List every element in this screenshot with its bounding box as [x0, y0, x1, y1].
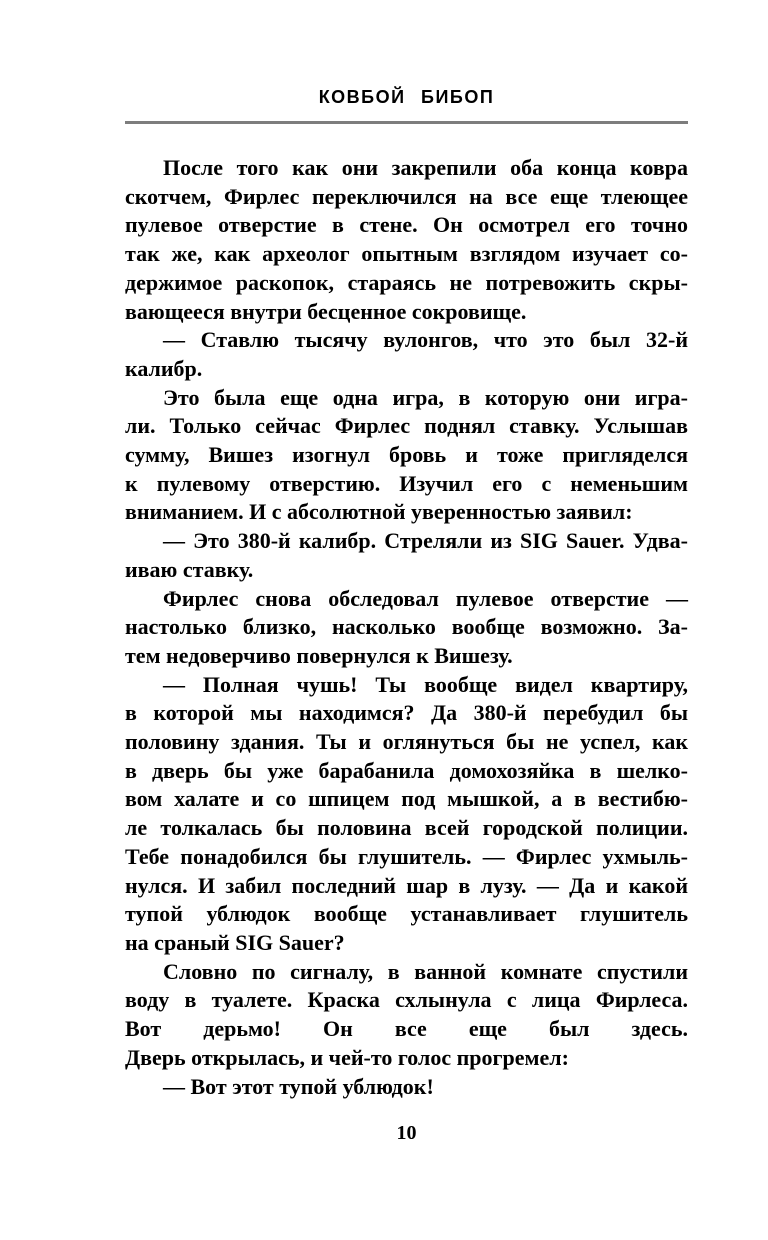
text-line: калибр.: [125, 355, 203, 381]
text-line: Дверь открылась, и чей-то голос прогремел:: [125, 1044, 569, 1070]
header-rule: [125, 121, 688, 124]
body-text: [125, 154, 688, 1101]
text-line: — Ставлю тысячу вулонгов, что это был 32-й: [163, 327, 688, 353]
paragraph: [125, 527, 688, 584]
text-line: вающееся внутри бесценное сокровище.: [125, 298, 527, 324]
text-line: воду в туалете. Краска схлынула с лица Фирлеса.: [125, 987, 688, 1013]
text-line: в которой мы находимся? Да 380-й перебудил бы: [125, 700, 688, 726]
text-line: скотчем, Фирлес переключился на все еще тлеющее: [125, 183, 688, 209]
text-line: Вот дерьмо! Он все еще был здесь.: [125, 1016, 688, 1042]
text-line: к пулевому отверстию. Изучил его с неменьшим: [125, 470, 688, 496]
text-line: ле толкалась бы половина всей городской полиции.: [125, 815, 688, 841]
text-line: половину здания. Ты и оглянуться бы не успел, как: [125, 729, 688, 755]
paragraph: [125, 384, 688, 528]
paragraph: [125, 671, 688, 958]
paragraph: [125, 154, 688, 326]
text-line: Тебе понадобился бы глушитель. — Фирлес ухмыль-: [125, 843, 688, 869]
text-line: вом халате и со шпицем под мышкой, а в вестибю-: [125, 786, 688, 812]
text-line: так же, как археолог опытным взглядом изучает со-: [125, 241, 688, 267]
text-line: После того как они закрепили оба конца ковра: [163, 155, 688, 180]
paragraph: [125, 585, 688, 671]
text-line: держимое раскопок, стараясь не потревожить скры-: [125, 269, 688, 295]
paragraph: [125, 326, 688, 383]
text-line: тупой ублюдок вообще устанавливает глушитель: [125, 901, 688, 927]
page-number: 10: [396, 1122, 417, 1144]
running-header-title: КОВБОЙ БИБОП: [318, 87, 495, 107]
text-line: ли. Только сейчас Фирлес поднял ставку. Услышав: [125, 413, 688, 439]
text-line: тем недоверчиво повернулся к Вишезу.: [125, 642, 513, 668]
text-line: иваю ставку.: [125, 556, 254, 582]
text-line: — Полная чушь! Ты вообще видел квартиру,: [163, 671, 688, 697]
text-line: сумму, Вишез изогнул бровь и тоже пригляделся: [125, 442, 688, 468]
text-line: настолько близко, насколько вообще возможно. За-: [125, 614, 688, 640]
text-line: — Это 380-й калибр. Стреляли из SIG Sauer. Удва-: [163, 528, 688, 554]
text-line: Это была еще одна игра, в которую они игра-: [163, 384, 688, 410]
paragraph: [125, 958, 688, 1073]
text-line: пулевое отверстие в стене. Он осмотрел его точно: [125, 212, 688, 238]
text-line: нулся. И забил последний шар в лузу. — Да и какой: [125, 872, 688, 898]
text-line: Фирлес снова обследовал пулевое отверстие —: [163, 585, 688, 611]
text-line: — Вот этот тупой ублюдок!: [163, 1073, 434, 1099]
text-line: в дверь бы уже барабанила домохозяйка в шелко-: [125, 757, 688, 783]
text-line: на сраный SIG Sauer?: [125, 929, 345, 955]
text-line: вниманием. И с абсолютной уверенностью заявил:: [125, 499, 633, 525]
text-line: Словно по сигналу, в ванной комнате спустили: [163, 958, 688, 984]
paragraph: [125, 1073, 688, 1102]
